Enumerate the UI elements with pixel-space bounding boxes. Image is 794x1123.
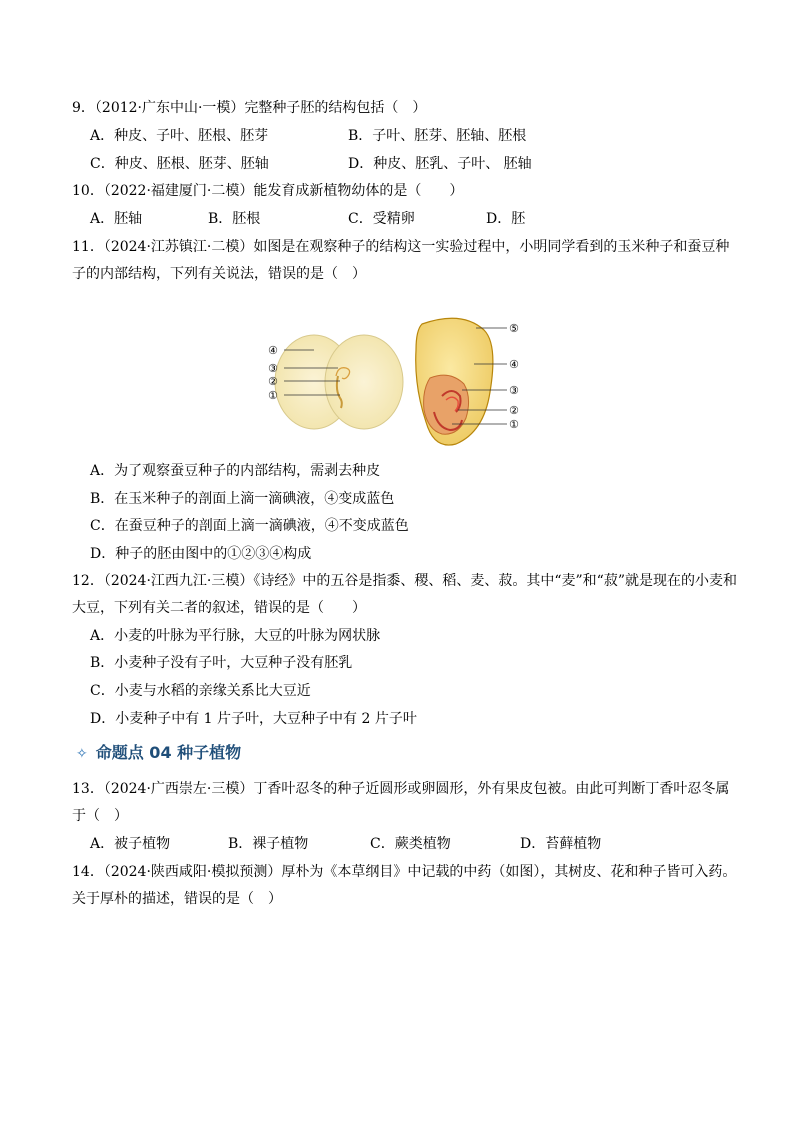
corn-label-1: ① xyxy=(509,418,519,431)
bean-label-3: ③ xyxy=(268,362,278,375)
question-9-stem: 9．（2012·广东中山·一模）完整种子胚的结构包括（ ） xyxy=(72,100,427,116)
question-14-stem-line-2: 关于厚朴的描述，错误的是（ ） xyxy=(72,891,282,907)
corn-seed-diagram xyxy=(416,318,519,445)
q13-option-c[interactable]: C．蕨类植物 xyxy=(370,836,451,852)
q11-option-c[interactable]: C．在蚕豆种子的剖面上滴一滴碘液，④不变成蓝色 xyxy=(90,518,409,534)
section-heading xyxy=(76,739,241,768)
q10-option-a[interactable]: A．胚轴 xyxy=(90,211,143,227)
bean-label-1: ① xyxy=(268,389,278,402)
q10-option-b[interactable]: B．胚根 xyxy=(208,211,261,227)
question-13-stem-line-1: 13．（2024·广西崇左·三模）丁香叶忍冬的种子近圆形或卵圆形，外有果皮包被。由此可判断丁香叶忍冬属 xyxy=(72,781,730,797)
corn-cotyledon xyxy=(424,375,469,434)
corn-label-2: ② xyxy=(509,404,519,417)
corn-label-3: ③ xyxy=(509,384,519,397)
q9-option-d[interactable]: D．种皮、胚乳、子叶、 胚轴 xyxy=(348,156,532,172)
q10-option-d[interactable]: D．胚 xyxy=(486,211,526,227)
q13-option-d[interactable]: D．苔藓植物 xyxy=(520,836,602,852)
q12-option-a[interactable]: A．小麦的叶脉为平行脉，大豆的叶脉为网状脉 xyxy=(90,628,381,644)
q9-option-b[interactable]: B．子叶、胚芽、胚轴、胚根 xyxy=(348,128,527,144)
q10-option-c[interactable]: C．受精卵 xyxy=(348,211,415,227)
q11-option-a[interactable]: A．为了观察蚕豆种子的内部结构，需剥去种皮 xyxy=(90,463,381,479)
section-title: 命题点 04 种子植物 xyxy=(95,743,242,762)
q11-option-b[interactable]: B．在玉米种子的剖面上滴一滴碘液，④变成蓝色 xyxy=(90,491,395,507)
bean-seed-diagram xyxy=(268,335,403,429)
q13-option-a[interactable]: A．被子植物 xyxy=(90,836,171,852)
seed-structure-figure xyxy=(262,312,532,446)
q12-option-c[interactable]: C．小麦与水稻的亲缘关系比大豆近 xyxy=(90,683,311,699)
question-12-stem-line-1: 12．（2024·江西九江·三模）《诗经》中的五谷是指黍、稷、稻、麦、菽。其中“麦”和“菽”就是现在的小麦和 xyxy=(72,573,737,589)
corn-label-4: ④ xyxy=(509,358,519,371)
q12-option-d[interactable]: D．小麦种子中有 1 片子叶，大豆种子中有 2 片子叶 xyxy=(90,711,417,727)
question-11-stem-line-2: 子的内部结构，下列有关说法，错误的是（ ） xyxy=(72,266,366,282)
diamond-star-icon: ✧ xyxy=(76,746,88,762)
bean-label-2: ② xyxy=(268,375,278,388)
question-14-stem-line-1: 14．（2024·陕西咸阳·模拟预测）厚朴为《本草纲目》中记载的中药（如图），其树皮、花和种子皆可入药。 xyxy=(72,864,737,880)
q11-option-d[interactable]: D．种子的胚由图中的①②③④构成 xyxy=(90,546,312,562)
corn-label-5: ⑤ xyxy=(509,322,519,335)
question-10-stem: 10．（2022·福建厦门·二模）能发育成新植物幼体的是（ ） xyxy=(72,183,464,199)
q13-option-b[interactable]: B．裸子植物 xyxy=(228,836,309,852)
q9-option-c[interactable]: C．种皮、胚根、胚芽、胚轴 xyxy=(90,156,269,172)
question-11-stem-line-1: 11．（2024·江苏镇江·二模）如图是在观察种子的结构这一实验过程中，小明同学看到的玉米种子和蚕豆种 xyxy=(72,239,730,255)
q12-option-b[interactable]: B．小麦种子没有子叶，大豆种子没有胚乳 xyxy=(90,655,353,671)
question-13-stem-line-2: 于（ ） xyxy=(72,808,128,824)
question-12-stem-line-2: 大豆，下列有关二者的叙述，错误的是（ ） xyxy=(72,600,366,616)
bean-label-4: ④ xyxy=(268,344,278,357)
q9-option-a[interactable]: A．种皮、子叶、胚根、胚芽 xyxy=(90,128,269,144)
